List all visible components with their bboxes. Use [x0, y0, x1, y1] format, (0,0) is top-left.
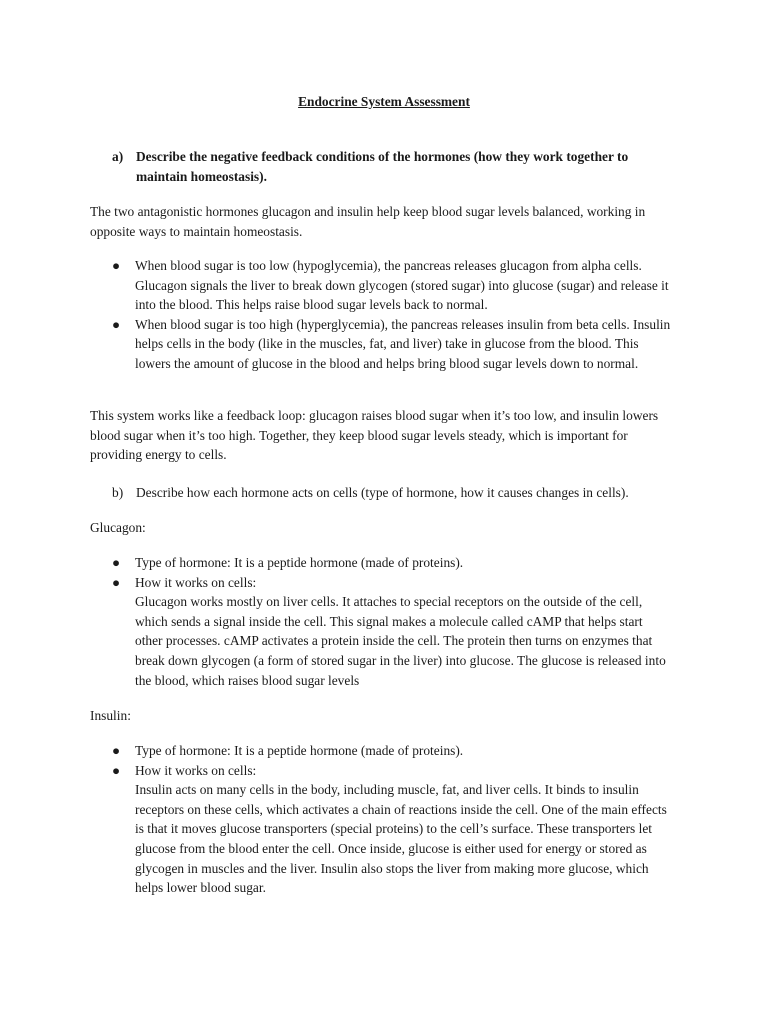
- question-a-marker: a): [112, 149, 124, 164]
- glucagon-how-text: Glucagon works mostly on liver cells. It attaches to special receptors on the outside of the cell, which sends a signal inside the cell. This signal makes a molecule called cAMP that helps start other processes. cAMP activates a protein inside the cell. The protein then turns on enzymes that break down glycogen (a form of stored sugar in the liver) into glucose. The glucose is released into the blood, which raises blood sugar levels: [135, 594, 666, 688]
- glucagon-heading: Glucagon:: [90, 520, 146, 535]
- list-item: [112, 741, 672, 761]
- question-b-marker: b): [112, 485, 124, 500]
- list-item: [112, 256, 672, 315]
- insulin-how-text: Insulin acts on many cells in the body, including muscle, fat, and liver cells. It binds to insulin receptors on these cells, which activates a chain of reactions inside the cell. One of the main effects is that it moves glucose transporters (special proteins) to the cell’s surface. These transporters let glucose from the blood enter the cell. Once inside, glucose is either used for energy or stored as glycogen in muscles and the liver. Insulin also stops the liver from making more glucose, which helps lower blood sugar.: [135, 782, 667, 896]
- question-b: [112, 483, 672, 503]
- bullet-icon: ●: [112, 762, 121, 778]
- bullet-icon: ●: [112, 316, 121, 332]
- bullet-icon: ●: [112, 574, 121, 590]
- feedback-bullet-list: [112, 256, 672, 374]
- insulin-type: Type of hormone: It is a peptide hormone (made of proteins).: [135, 743, 464, 758]
- question-a-text: Describe the negative feedback conditions of the hormones (how they work together to maintain homeostasis).: [136, 149, 629, 184]
- bullet-icon: ●: [112, 258, 121, 273]
- insulin-how-label: How it works on cells:: [135, 762, 257, 778]
- feedback-bullet-high: When blood sugar is too high (hyperglycemia), the pancreas releases insulin from beta cells. Insulin helps cells in the body (like in the muscles, fat, and liver) take in glucose from the blood. This lowers the amount of glucose in the blood and helps bring blood sugar levels down to normal.: [135, 316, 671, 371]
- summary-paragraph: This system works like a feedback loop: glucagon raises blood sugar when it’s too low, and insulin lowers blood sugar when it’s too high. Together, they keep blood sugar levels steady, which is important for providing energy to cells.: [90, 408, 659, 463]
- list-item: [112, 573, 672, 691]
- list-item: [112, 761, 672, 898]
- glucagon-type: Type of hormone: It is a peptide hormone (made of proteins).: [135, 555, 464, 570]
- list-item: [112, 553, 672, 573]
- bullet-icon: ●: [112, 555, 121, 570]
- glucagon-how-label: How it works on cells:: [135, 574, 257, 590]
- insulin-heading: Insulin:: [90, 708, 131, 723]
- question-b-text: Describe how each hormone acts on cells (type of hormone, how it causes changes in cells).: [136, 485, 629, 500]
- list-item: [112, 315, 672, 374]
- insulin-bullet-list: [112, 741, 672, 898]
- question-a: [112, 147, 672, 186]
- feedback-bullet-low: When blood sugar is too low (hypoglycemia), the pancreas releases glucagon from alpha cells. Glucagon signals the liver to break down glycogen (stored sugar) into glucose (sugar) and release it into the blood. This helps raise blood sugar levels back to normal.: [135, 258, 669, 313]
- document-title: Endocrine System Assessment: [298, 94, 470, 109]
- glucagon-bullet-list: [112, 553, 672, 690]
- intro-paragraph: The two antagonistic hormones glucagon and insulin help keep blood sugar levels balanced, working in opposite ways to maintain homeostasis.: [90, 204, 646, 239]
- bullet-icon: ●: [112, 743, 121, 758]
